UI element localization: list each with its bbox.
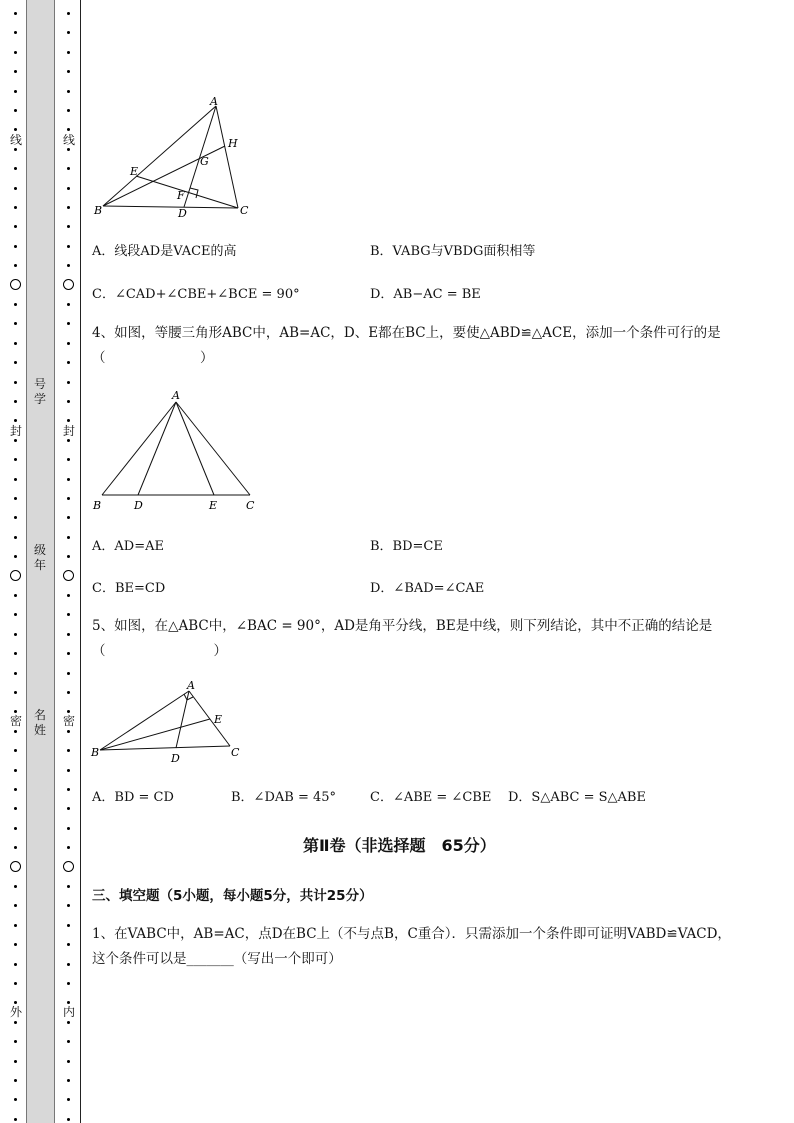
outer-circle-3 <box>10 861 21 872</box>
binding-dot <box>14 303 17 306</box>
binding-dot <box>14 497 17 500</box>
binding-dot <box>14 439 17 442</box>
binding-dot <box>67 1060 70 1063</box>
q3-label-c: C <box>240 204 249 217</box>
binding-dot <box>67 1001 70 1004</box>
binding-dot <box>14 633 17 636</box>
binding-dot <box>67 633 70 636</box>
field-name <box>28 708 52 738</box>
binding-dot <box>14 70 17 73</box>
binding-dot <box>14 555 17 558</box>
inner-circle-3 <box>63 861 74 872</box>
binding-dot <box>14 672 17 675</box>
q3-label-g: G <box>200 155 209 168</box>
binding-dot <box>14 1118 17 1121</box>
binding-dot <box>14 904 17 907</box>
q3-option-c: C．∠CAD+∠CBE+∠BCE = 90° <box>92 287 300 302</box>
binding-dot <box>67 1040 70 1043</box>
inner-circle-2 <box>63 570 74 581</box>
inner-label-mi: 密 <box>62 714 75 728</box>
binding-dot <box>14 536 17 539</box>
binding-dot <box>14 652 17 655</box>
q5-label-a: A <box>187 679 195 692</box>
binding-dot <box>67 749 70 752</box>
binding-dot <box>67 12 70 15</box>
binding-dot <box>67 245 70 248</box>
outer-label-xian: 线 <box>9 133 22 147</box>
q5-label-e: E <box>214 713 223 726</box>
binding-dot <box>67 381 70 384</box>
q5-label-c: C <box>231 746 240 759</box>
binding-dot <box>14 1079 17 1082</box>
q5-label-b: B <box>91 746 100 759</box>
q5-label-d: D <box>171 752 180 765</box>
q3-label-f: F <box>177 189 185 202</box>
binding-dot <box>67 206 70 209</box>
binding-dot <box>14 419 17 422</box>
binding-dot <box>67 478 70 481</box>
binding-dot <box>67 322 70 325</box>
binding-dot <box>67 963 70 966</box>
binding-dot <box>67 90 70 93</box>
inner-label-nei: 内 <box>62 1005 75 1019</box>
binding-dot <box>14 361 17 364</box>
q4-option-c: C．BE=CD <box>92 581 166 596</box>
binding-dot <box>14 31 17 34</box>
binding-dot <box>67 846 70 849</box>
binding-dot <box>14 381 17 384</box>
binding-dot <box>14 400 17 403</box>
binding-dot <box>67 31 70 34</box>
binding-dot <box>67 613 70 616</box>
field-char: 年 <box>33 558 46 572</box>
binding-dot <box>67 458 70 461</box>
binding-dot <box>14 225 17 228</box>
outer-label-wai: 外 <box>9 1005 22 1019</box>
binding-dot <box>67 167 70 170</box>
binding-dot <box>14 128 17 131</box>
q3-label-a: A <box>210 95 218 108</box>
binding-line <box>80 0 81 1123</box>
inner-label-xian: 线 <box>62 133 75 147</box>
binding-dot <box>14 458 17 461</box>
binding-dot <box>14 963 17 966</box>
binding-dot <box>67 652 70 655</box>
binding-dot <box>67 788 70 791</box>
binding-dot <box>14 148 17 151</box>
binding-dot <box>67 691 70 694</box>
binding-dot <box>14 846 17 849</box>
q5-figure <box>88 676 248 768</box>
binding-dot <box>14 12 17 15</box>
inner-dot-column <box>64 0 74 1123</box>
binding-dot <box>67 109 70 112</box>
q4-label-e: E <box>209 499 218 512</box>
binding-dot <box>14 982 17 985</box>
q4-option-b: B．BD=CE <box>370 539 443 554</box>
binding-dot <box>14 1021 17 1024</box>
binding-dot <box>67 361 70 364</box>
binding-dot <box>67 672 70 675</box>
binding-dot <box>14 109 17 112</box>
binding-dot <box>14 245 17 248</box>
q5-option-c: C．∠ABE = ∠CBE <box>370 790 492 805</box>
field-char: 学 <box>33 392 46 406</box>
inner-label-feng: 封 <box>62 424 75 438</box>
q5-option-b: B．∠DAB = 45° <box>231 790 337 805</box>
q3-label-e: E <box>130 165 139 178</box>
binding-dot <box>14 1098 17 1101</box>
q3-option-d: D．AB−AC = BE <box>370 287 481 302</box>
binding-dot <box>67 439 70 442</box>
binding-dot <box>67 555 70 558</box>
q3-label-h: H <box>228 137 238 150</box>
binding-dot <box>67 342 70 345</box>
binding-dot <box>67 1021 70 1024</box>
inner-circle-1 <box>63 279 74 290</box>
binding-dot <box>14 730 17 733</box>
binding-dot <box>67 885 70 888</box>
binding-dot <box>14 1060 17 1063</box>
binding-dot <box>14 710 17 713</box>
binding-dot <box>67 730 70 733</box>
binding-dot <box>14 594 17 597</box>
binding-dot <box>67 70 70 73</box>
binding-dot <box>67 710 70 713</box>
binding-dot <box>14 788 17 791</box>
binding-dot <box>67 51 70 54</box>
binding-dot <box>14 187 17 190</box>
q5-option-a: A．BD = CD <box>92 790 174 805</box>
binding-dot <box>67 982 70 985</box>
field-char: 号 <box>33 377 46 391</box>
q4-label-b: B <box>93 499 102 512</box>
binding-dot <box>14 206 17 209</box>
q3-label-b: B <box>94 204 103 217</box>
binding-dot <box>14 613 17 616</box>
section3-heading: 三、填空题（5小题，每小题5分，共计25分） <box>92 888 373 904</box>
binding-dot <box>14 51 17 54</box>
field-char: 级 <box>33 543 46 557</box>
binding-dot <box>67 400 70 403</box>
outer-label-feng: 封 <box>9 424 22 438</box>
part2-title: 第Ⅱ卷（非选择题 65分） <box>303 836 496 855</box>
q4-figure <box>88 388 268 518</box>
binding-dot <box>67 148 70 151</box>
binding-dot <box>67 1098 70 1101</box>
field-char: 名 <box>33 708 46 722</box>
binding-dot <box>67 769 70 772</box>
binding-dot <box>14 1040 17 1043</box>
q3-label-d: D <box>178 207 187 220</box>
binding-dot <box>14 807 17 810</box>
binding-dot <box>67 1079 70 1082</box>
field-grade <box>28 543 52 573</box>
binding-dot <box>14 478 17 481</box>
binding-dot <box>67 303 70 306</box>
binding-margin <box>0 0 82 1123</box>
binding-dot <box>14 943 17 946</box>
fill-question-1: 1、在VABC中，AB=AC，点D在BC上（不与点B，C重合）．只需添加一个条件即可证明VABD≌VACD，这个条件可以是_______（写出一个即可） <box>92 926 731 967</box>
binding-dot <box>14 769 17 772</box>
binding-dot <box>67 419 70 422</box>
q4-label-c: C <box>246 499 255 512</box>
q4-option-d: D．∠BAD=∠CAE <box>370 581 485 596</box>
binding-dot <box>14 90 17 93</box>
binding-dot <box>67 807 70 810</box>
binding-dot <box>14 167 17 170</box>
outer-circle-1 <box>10 279 21 290</box>
q4-label-d: D <box>134 499 143 512</box>
q3-option-b: B．VABG与VBDG面积相等 <box>370 244 536 259</box>
binding-dot <box>14 885 17 888</box>
binding-dot <box>14 342 17 345</box>
binding-dot <box>14 749 17 752</box>
binding-dot <box>67 128 70 131</box>
field-student-number <box>28 377 52 407</box>
binding-dot <box>67 943 70 946</box>
binding-dot <box>67 1118 70 1121</box>
q4-option-a: A．AD=AE <box>92 539 164 554</box>
q4-label-a: A <box>172 389 180 402</box>
q5-option-d: D．S△ABC = S△ABE <box>508 790 646 805</box>
binding-dot <box>14 322 17 325</box>
binding-dot <box>67 497 70 500</box>
binding-dot <box>67 536 70 539</box>
binding-dot <box>67 264 70 267</box>
outer-dot-column <box>11 0 21 1123</box>
q4-stem: 4、如图，等腰三角形ABC中，AB=AC，D、E都在BC上，要使△ABD≌△ACE，添加一个条件可行的是（ ） <box>92 325 721 366</box>
outer-label-mi: 密 <box>9 714 22 728</box>
outer-circle-2 <box>10 570 21 581</box>
binding-dot <box>67 187 70 190</box>
binding-dot <box>14 691 17 694</box>
q5-stem: 5、如图，在△ABC中，∠BAC = 90°，AD是角平分线，BE是中线，则下列结论，其中不正确的结论是（ ） <box>92 618 713 659</box>
binding-dot <box>67 924 70 927</box>
binding-dot <box>14 924 17 927</box>
binding-dot <box>67 594 70 597</box>
binding-dot <box>67 904 70 907</box>
binding-dot <box>67 225 70 228</box>
binding-dot <box>67 516 70 519</box>
binding-dot <box>14 1001 17 1004</box>
field-char: 姓 <box>33 723 46 737</box>
binding-dot <box>14 827 17 830</box>
binding-dot <box>14 516 17 519</box>
binding-dot <box>14 264 17 267</box>
binding-dot <box>67 827 70 830</box>
q3-option-a: A．线段AD是VACE的高 <box>92 244 237 259</box>
q3-figure <box>88 94 258 224</box>
